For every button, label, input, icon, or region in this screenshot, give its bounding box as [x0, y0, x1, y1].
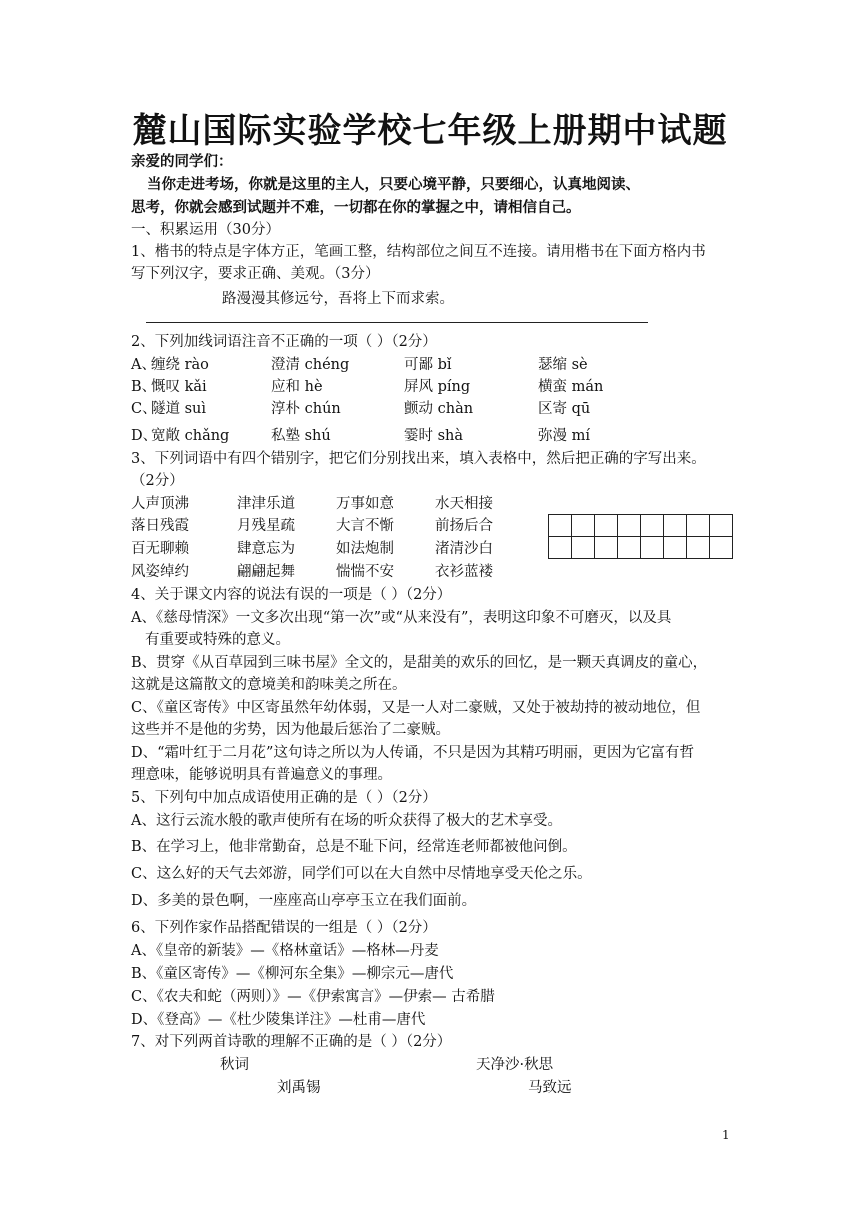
q6-option-d: D、《登高》—《杜少陵集详注》—杜甫—唐代 [131, 1012, 426, 1028]
section-heading: 一、积累运用（30分） [131, 222, 280, 238]
q5-option-a: A、这行云流水般的歌声使所有在场的听众获得了极大的艺术享受。 [131, 813, 562, 829]
q6-option-a: A、《皇帝的新装》—《格林童话》—格林—丹麦 [131, 943, 439, 959]
q2-option-item: 弥漫 mí [538, 428, 590, 444]
intro-line-1: 当你走进考场，你就是这里的主人，只要心境平静，只要细心，认真地阅读、 [147, 176, 640, 193]
q3-line-1: 3、下列词语中有四个错别字，把它们分别找出来，填入表格中，然后把正确的字写出来。 [131, 451, 706, 467]
answer-cell[interactable] [572, 515, 595, 537]
q2-option-item: 颤动 chàn [404, 401, 474, 417]
idiom-item: 水天相接 [435, 496, 493, 512]
answer-cell[interactable] [618, 515, 641, 537]
idiom-item: 月残星疏 [237, 518, 295, 534]
q2-option-item: 应和 hè [271, 379, 323, 395]
q1-line-1: 1、楷书的特点是字体方正，笔画工整，结构部位之间互不连接。请用楷书在下面方格内书 [131, 244, 706, 260]
q3-line-2: （2分） [131, 473, 184, 489]
answer-cell[interactable] [710, 515, 733, 537]
q6-option-b: B、《童区寄传》—《柳河东全集》—柳宗元—唐代 [131, 966, 454, 982]
q2-option-label: D、 [131, 428, 158, 444]
poem-title: 秋词 [220, 1057, 249, 1073]
q2-option-item: 缠绕 rào [151, 357, 209, 373]
q4-option-a-2: 有重要或特殊的意义。 [145, 632, 290, 648]
answer-cell[interactable] [641, 515, 664, 537]
answer-cell[interactable] [687, 537, 710, 559]
writing-line [146, 322, 648, 323]
q7-stem: 7、对下列两首诗歌的理解不正确的是（ ）（2分） [131, 1034, 452, 1050]
q4-option-b-2: 这就是这篇散文的意境美和韵味美之所在。 [131, 677, 407, 693]
q6-stem: 6、下列作家作品搭配错误的一组是（ ）（2分） [131, 920, 437, 936]
idiom-item: 衣衫蓝褛 [435, 564, 493, 580]
idiom-item: 翩翩起舞 [237, 564, 295, 580]
answer-cell[interactable] [595, 515, 618, 537]
q4-option-b-1: B、贯穿《从百草园到三味书屋》全文的，是甜美的欢乐的回忆，是一颗天真调皮的童心， [131, 655, 708, 671]
answer-cell[interactable] [618, 537, 641, 559]
answer-cell[interactable] [710, 537, 733, 559]
poem-author: 刘禹锡 [277, 1080, 321, 1096]
q2-option-label: A、 [131, 357, 156, 373]
q2-option-item: 私塾 shú [271, 428, 331, 444]
idiom-item: 万事如意 [336, 496, 394, 512]
q2-option-item: 区寄 qū [538, 401, 591, 417]
idiom-item: 百无聊赖 [131, 541, 189, 557]
q1-sentence: 路漫漫其修远兮，吾将上下而求索。 [222, 291, 454, 307]
q2-option-item: 瑟缩 sè [538, 357, 588, 373]
answer-grid [548, 514, 733, 559]
q2-option-item: 慨叹 kǎi [151, 379, 207, 395]
answer-cell[interactable] [664, 515, 687, 537]
idiom-item: 惴惴不安 [336, 564, 394, 580]
poem-author: 马致远 [528, 1080, 572, 1096]
idiom-item: 风姿绰约 [131, 564, 189, 580]
q2-option-item: 霎时 shà [404, 428, 464, 444]
q4-option-a-1: A、《慈母情深》一文多次出现“第一次”或“从来没有”，表明这印象不可磨灭，以及具 [131, 610, 672, 626]
answer-cell[interactable] [572, 537, 595, 559]
page-number: 1 [722, 1128, 730, 1142]
answer-cell[interactable] [549, 537, 572, 559]
q2-option-item: 淳朴 chún [271, 401, 341, 417]
answer-cell[interactable] [549, 515, 572, 537]
idiom-item: 落日残霞 [131, 518, 189, 534]
answer-cell[interactable] [641, 537, 664, 559]
q4-option-d-1: D、“霜叶红于二月花”这句诗之所以为人传诵，不只是因为其精巧明丽，更因为它富有哲 [131, 745, 694, 761]
q5-option-b: B、在学习上，他非常勤奋，总是不耻下问，经常连老师都被他问倒。 [131, 839, 577, 855]
q1-line-2: 写下列汉字，要求正确、美观。（3分） [131, 266, 380, 282]
idiom-item: 大言不惭 [336, 518, 394, 534]
poem-title: 天净沙·秋思 [476, 1057, 554, 1073]
q2-option-label: C、 [131, 401, 157, 417]
idiom-item: 渚清沙白 [435, 541, 493, 557]
q4-option-c-1: C、《童区寄传》中区寄虽然年幼体弱，又是一人对二豪贼，又处于被劫持的被动地位，但 [131, 700, 701, 716]
exam-title: 麓山国际实验学校七年级上册期中试题 [132, 111, 728, 151]
answer-cell[interactable] [664, 537, 687, 559]
q5-option-d: D、多美的景色啊，一座座高山亭亭玉立在我们面前。 [131, 893, 477, 909]
q2-option-item: 可鄙 bǐ [404, 357, 452, 373]
q2-option-label: B、 [131, 379, 157, 395]
q4-option-c-2: 这些并不是他的劣势，因为他最后惩治了二豪贼。 [131, 722, 450, 738]
q6-option-c: C、《农夫和蛇（两则）》—《伊索寓言》—伊索— 古希腊 [131, 989, 495, 1005]
q5-stem: 5、下列句中加点成语使用正确的是（ ）（2分） [131, 790, 437, 806]
q2-option-item: 澄清 chéng [271, 357, 350, 373]
q2-option-item: 宽敞 chǎng [151, 428, 230, 444]
q4-option-d-2: 理意味，能够说明具有普遍意义的事理。 [131, 767, 392, 783]
q2-option-item: 隧道 suì [151, 401, 207, 417]
intro-line-2: 思考，你就会感到试题并不难，一切都在你的掌握之中，请相信自己。 [131, 199, 581, 216]
idiom-item: 如法炮制 [336, 541, 394, 557]
idiom-item: 肆意忘为 [237, 541, 295, 557]
q2-stem: 2、下列加线词语注音不正确的一项（ ）（2分） [131, 334, 437, 350]
q5-option-c: C、这么好的天气去郊游，同学们可以在大自然中尽情地享受天伦之乐。 [131, 866, 592, 882]
q2-option-item: 屏风 píng [404, 379, 471, 395]
greeting: 亲爱的同学们： [131, 153, 233, 170]
q2-option-item: 横蛮 mán [538, 379, 604, 395]
answer-cell[interactable] [687, 515, 710, 537]
idiom-item: 津津乐道 [237, 496, 295, 512]
answer-cell[interactable] [595, 537, 618, 559]
q4-stem: 4、关于课文内容的说法有误的一项是（ ）（2分） [131, 587, 452, 603]
idiom-item: 人声顶沸 [131, 496, 189, 512]
idiom-item: 前扬后合 [435, 518, 493, 534]
